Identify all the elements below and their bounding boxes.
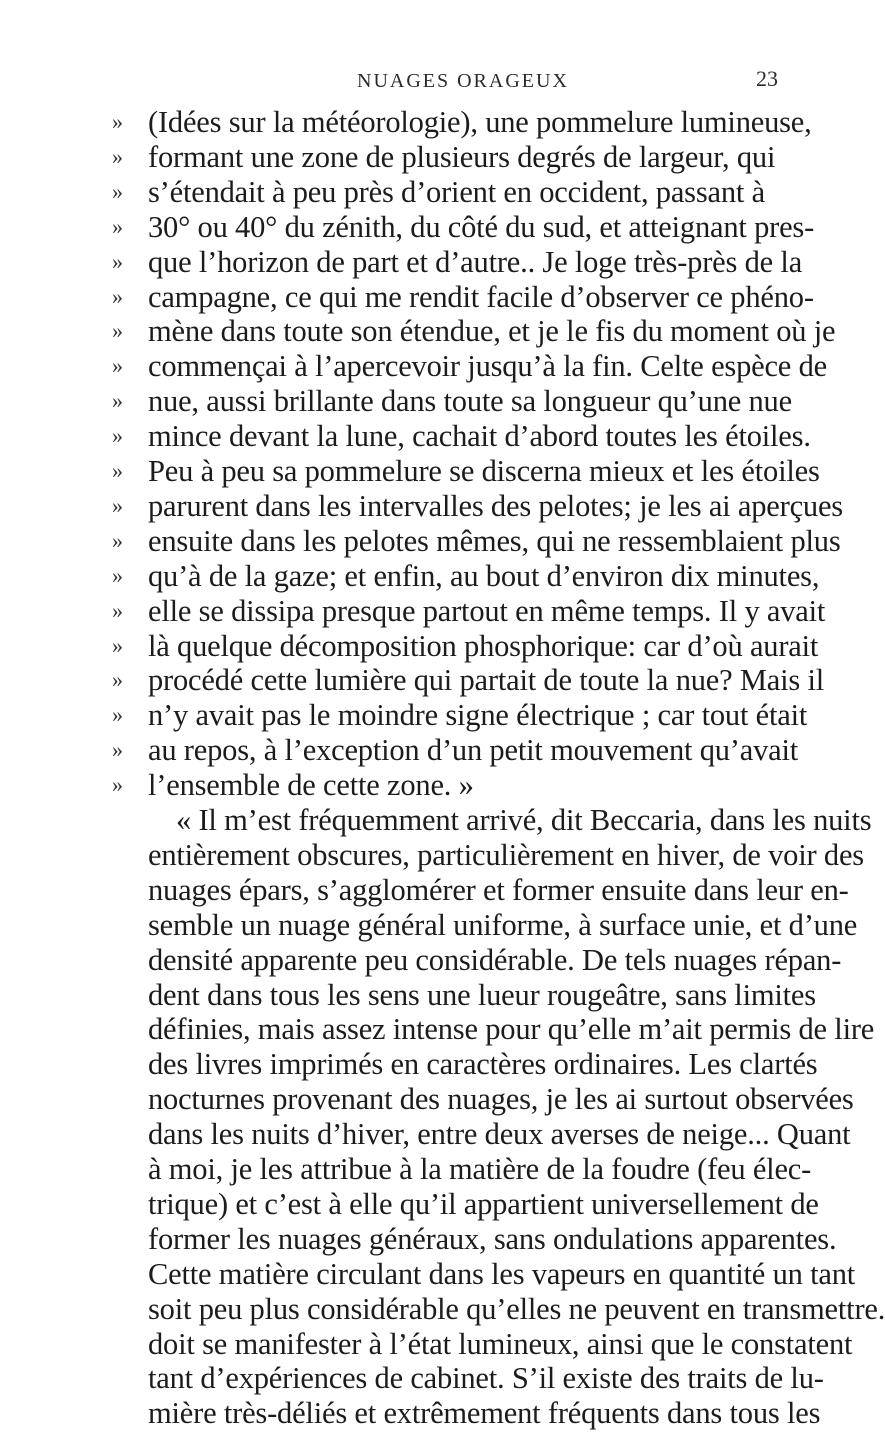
quote-mark: »	[112, 283, 123, 309]
line-text: « Il m’est fréquemment arrivé, dit Beccaria, dans les nuits	[176, 803, 872, 837]
text-line	[0, 1393, 821, 1433]
quote-mark: »	[112, 562, 123, 588]
line-text: tant d’expériences de cabinet. S’il existe des traits de lu-	[148, 1361, 824, 1396]
line-text: elle se dissipa presque partout en même temps. Il y avait	[148, 593, 826, 628]
line-text: là quelque décomposition phosphorique: car d’où aurait	[148, 628, 819, 663]
line-text: nuages épars, s’agglomérer et former ensuite dans leur en-	[148, 872, 849, 907]
quote-mark: »	[112, 143, 123, 169]
quote-mark: »	[112, 492, 123, 518]
quote-mark: »	[112, 458, 123, 483]
quote-mark: »	[112, 423, 123, 449]
line-text: trique) et c’est à elle qu’il appartient universellement de	[148, 1186, 819, 1221]
line-text: (Idées sur la météorologie), une pommelure lumineuse,	[148, 105, 812, 139]
line-text: dans les nuits d’hiver, entre deux averses de neige... Quant	[148, 1117, 851, 1152]
line-text: s’étendait à peu près d’orient en occident, passant à	[148, 174, 765, 209]
line-text: parurent dans les intervalles des pelotes; je les ai aperçues	[148, 488, 843, 523]
line-text: mince devant la lune, cachait d’abord toutes les étoiles.	[148, 419, 811, 454]
line-text: au repos, à l’exception d’un petit mouvement qu’avait	[148, 733, 799, 768]
line-text: commençai à l’apercevoir jusqu’à la fin. Celte espèce de	[148, 349, 827, 384]
line-text: que l’horizon de part et d’autre.. Je loge très-près de la	[148, 244, 803, 279]
quote-mark: »	[112, 213, 123, 239]
quote-mark: »	[112, 178, 123, 204]
quote-mark: »	[112, 318, 123, 344]
quote-mark: »	[112, 109, 123, 134]
page-number: 23	[756, 66, 778, 91]
line-text: Peu à peu sa pommelure se discerna mieux et les étoiles	[148, 454, 820, 488]
running-title: NUAGES ORAGEUX	[357, 70, 569, 92]
line-text: ensuite dans les pelotes mêmes, qui ne ressemblaient plus	[148, 523, 841, 558]
line-text: mène dans toute son étendue, et je le fis du moment où je	[148, 314, 836, 349]
line-text: former les nuages généraux, sans ondulations apparentes.	[148, 1221, 837, 1256]
line-text: n’y avait pas le moindre signe électrique ; car tout était	[148, 698, 808, 733]
line-text: à moi, je les attribue à la matière de la foudre (feu élec-	[148, 1152, 812, 1186]
line-text: dent dans tous les sens une lueur rougeâtre, sans limites	[148, 977, 816, 1012]
line-text: entièrement obscures, particulièrement en hiver, de voir des	[148, 837, 864, 872]
line-text: Cette matière circulant dans les vapeurs en quantité un tant	[148, 1256, 856, 1291]
quote-mark: »	[112, 702, 123, 728]
quote-mark: »	[112, 527, 123, 553]
line-text: nocturnes provenant des nuages, je les ai surtout observées	[148, 1082, 854, 1117]
line-text: campagne, ce qui me rendit facile d’observer ce phéno-	[148, 279, 814, 314]
quote-mark: »	[112, 772, 123, 798]
line-text: l’ensemble de cette zone. »	[148, 768, 474, 803]
quote-mark: »	[112, 667, 123, 693]
line-text: procédé cette lumière qui partait de toute la nue? Mais il	[148, 663, 825, 698]
line-text: des livres imprimés en caractères ordinaires. Les clartés	[148, 1047, 818, 1082]
quote-mark: »	[112, 597, 123, 623]
line-text: soit peu plus considérable qu’elles ne peuvent en transmettre.	[148, 1291, 885, 1326]
line-text: 30° ou 40° du zénith, du côté du sud, et atteignant pres-	[148, 209, 815, 244]
line-text: mière très-déliés et extrêmement fréquents dans tous les	[148, 1396, 821, 1431]
quote-mark: »	[112, 388, 123, 414]
line-text: qu’à de la gaze; et enfin, au bout d’environ dix minutes,	[148, 558, 820, 593]
line-text: définies, mais assez intense pour qu’elle m’ait permis de lire	[148, 1012, 875, 1047]
quote-mark: »	[112, 248, 123, 274]
line-text: semble un nuage général uniforme, à surface unie, et d’une	[148, 907, 858, 942]
line-text: doit se manifester à l’état lumineux, ainsi que le constatent	[148, 1326, 853, 1361]
line-text: nue, aussi brillante dans toute sa longueur qu’une nue	[148, 384, 792, 419]
line-text: densité apparente peu considérable. De tels nuages répan-	[148, 942, 842, 977]
quote-mark: »	[112, 353, 123, 379]
quote-mark: »	[112, 632, 123, 658]
quote-mark: »	[112, 737, 123, 763]
line-text: formant une zone de plusieurs degrés de largeur, qui	[148, 139, 776, 174]
